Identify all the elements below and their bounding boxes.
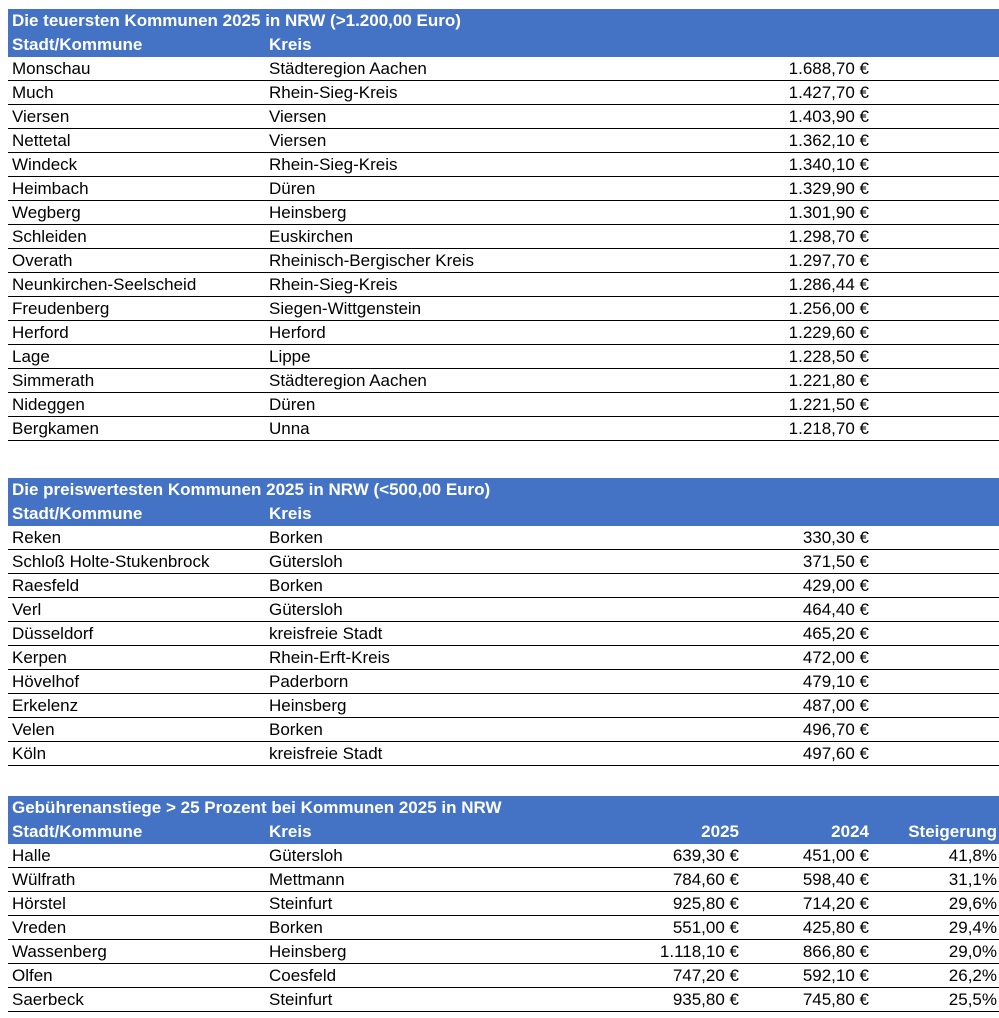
- cell-price: 371,50 €: [802, 552, 869, 571]
- cell-2025: 935,80 €: [672, 990, 739, 1009]
- cell-increase: 26,2%: [948, 966, 997, 985]
- table-row: [8, 646, 999, 670]
- cell-increase: 41,8%: [948, 846, 997, 865]
- table-row: [8, 844, 999, 868]
- cell-price: 1.403,90 €: [788, 107, 869, 126]
- column-header-2024: 2024: [831, 822, 869, 841]
- cell-price: 1.218,70 €: [788, 419, 869, 438]
- cell-city: Nideggen: [12, 395, 85, 414]
- table-row: [8, 153, 999, 177]
- cell-kreis: Viersen: [269, 131, 327, 150]
- table-row: [8, 550, 999, 574]
- table-title: Gebührenanstiege > 25 Prozent bei Kommunen 2025 in NRW: [8, 796, 999, 820]
- cell-price: 465,20 €: [802, 624, 869, 643]
- cell-city: Wülfrath: [12, 870, 76, 889]
- cell-kreis: Viersen: [269, 107, 327, 126]
- cell-city: Bergkamen: [12, 419, 99, 438]
- cell-kreis: Gütersloh: [269, 846, 343, 865]
- table-fee-increases: [8, 796, 999, 1012]
- cell-kreis: Borken: [269, 528, 323, 547]
- column-header-kreis: Kreis: [269, 35, 312, 54]
- column-header-city: Stadt/Kommune: [12, 35, 143, 54]
- cell-kreis: kreisfreie Stadt: [269, 744, 383, 763]
- cell-price: 330,30 €: [802, 528, 869, 547]
- cell-city: Lage: [12, 347, 50, 366]
- table-row: [8, 345, 999, 369]
- cell-city: Vreden: [12, 918, 67, 937]
- cell-2024: 745,80 €: [802, 990, 869, 1009]
- table-row: [8, 598, 999, 622]
- cell-price: 1.329,90 €: [788, 179, 869, 198]
- cell-city: Monschau: [12, 59, 91, 78]
- table-row: [8, 742, 999, 766]
- column-header-city: Stadt/Kommune: [12, 822, 143, 841]
- table-header: [8, 502, 999, 526]
- cell-2024: 451,00 €: [802, 846, 869, 865]
- cell-kreis: Herford: [269, 323, 326, 342]
- cell-city: Olfen: [12, 966, 53, 985]
- cell-city: Heimbach: [12, 179, 89, 198]
- cell-price: 464,40 €: [802, 600, 869, 619]
- cell-kreis: Borken: [269, 576, 323, 595]
- cell-2024: 714,20 €: [802, 894, 869, 913]
- table-row: [8, 105, 999, 129]
- cell-city: Viersen: [12, 107, 70, 126]
- cell-kreis: Rhein-Sieg-Kreis: [269, 275, 398, 294]
- cell-kreis: Düren: [269, 179, 316, 198]
- cell-kreis: Gütersloh: [269, 600, 343, 619]
- column-header-kreis: Kreis: [269, 504, 312, 523]
- cell-2024: 598,40 €: [802, 870, 869, 889]
- table-row: [8, 417, 999, 441]
- table-cheapest: [8, 478, 999, 766]
- cell-price: 1.221,50 €: [788, 395, 869, 414]
- column-header-city: Stadt/Kommune: [12, 504, 143, 523]
- cell-kreis: Rhein-Erft-Kreis: [269, 648, 390, 667]
- cell-city: Windeck: [12, 155, 78, 174]
- cell-increase: 25,5%: [948, 990, 997, 1009]
- cell-kreis: Städteregion Aachen: [269, 59, 427, 78]
- cell-kreis: Siegen-Wittgenstein: [269, 299, 422, 318]
- cell-price: 472,00 €: [802, 648, 869, 667]
- cell-price: 1.256,00 €: [788, 299, 869, 318]
- cell-city: Nettetal: [12, 131, 71, 150]
- table-row: [8, 916, 999, 940]
- cell-price: 496,70 €: [802, 720, 869, 739]
- table-body: [8, 57, 999, 441]
- cell-kreis: kreisfreie Stadt: [269, 624, 383, 643]
- cell-city: Reken: [12, 528, 62, 547]
- table-row: [8, 225, 999, 249]
- cell-2025: 784,60 €: [672, 870, 739, 889]
- cell-price: 1.688,70 €: [788, 59, 869, 78]
- cell-kreis: Euskirchen: [269, 227, 354, 246]
- cell-city: Erkelenz: [12, 696, 79, 715]
- cell-price: 1.362,10 €: [788, 131, 869, 150]
- cell-city: Freudenberg: [12, 299, 110, 318]
- cell-city: Velen: [12, 720, 55, 739]
- cell-kreis: Paderborn: [269, 672, 349, 691]
- cell-2025: 1.118,10 €: [659, 942, 739, 961]
- cell-increase: 29,0%: [948, 942, 997, 961]
- cell-price: 479,10 €: [802, 672, 869, 691]
- cell-price: 1.427,70 €: [788, 83, 869, 102]
- cell-kreis: Heinsberg: [269, 203, 347, 222]
- cell-city: Hövelhof: [12, 672, 80, 691]
- table-row: [8, 297, 999, 321]
- table-title: Die preiswertesten Kommunen 2025 in NRW (<500,00 Euro): [8, 478, 999, 502]
- cell-kreis: Rhein-Sieg-Kreis: [269, 155, 398, 174]
- cell-2025: 551,00 €: [672, 918, 739, 937]
- cell-kreis: Heinsberg: [269, 696, 347, 715]
- cell-city: Schloß Holte-Stukenbrock: [12, 552, 210, 571]
- table-row: [8, 670, 999, 694]
- cell-city: Halle: [12, 846, 51, 865]
- table-row: [8, 868, 999, 892]
- cell-kreis: Borken: [269, 918, 323, 937]
- table-row: [8, 694, 999, 718]
- cell-city: Raesfeld: [12, 576, 80, 595]
- table-row: [8, 988, 999, 1012]
- table-row: [8, 940, 999, 964]
- table-header: [8, 820, 999, 844]
- table-row: [8, 574, 999, 598]
- cell-kreis: Steinfurt: [269, 990, 333, 1009]
- cell-kreis: Coesfeld: [269, 966, 337, 985]
- cell-city: Schleiden: [12, 227, 87, 246]
- cell-increase: 29,4%: [948, 918, 997, 937]
- cell-price: 1.228,50 €: [788, 347, 869, 366]
- table-row: [8, 57, 999, 81]
- cell-city: Simmerath: [12, 371, 95, 390]
- cell-kreis: Lippe: [269, 347, 311, 366]
- cell-increase: 29,6%: [948, 894, 997, 913]
- cell-city: Saerbeck: [12, 990, 84, 1009]
- table-row: [8, 369, 999, 393]
- cell-price: 497,60 €: [802, 744, 869, 763]
- cell-city: Wassenberg: [12, 942, 107, 961]
- cell-price: 1.229,60 €: [788, 323, 869, 342]
- cell-city: Köln: [12, 744, 47, 763]
- cell-kreis: Unna: [269, 419, 310, 438]
- cell-kreis: Rheinisch-Bergischer Kreis: [269, 251, 475, 270]
- cell-city: Herford: [12, 323, 69, 342]
- table-row: [8, 526, 999, 550]
- cell-kreis: Borken: [269, 720, 323, 739]
- table-row: [8, 892, 999, 916]
- table-row: [8, 718, 999, 742]
- cell-kreis: Mettmann: [269, 870, 345, 889]
- cell-2025: 925,80 €: [672, 894, 739, 913]
- cell-city: Much: [12, 83, 54, 102]
- table-row: [8, 321, 999, 345]
- cell-kreis: Städteregion Aachen: [269, 371, 427, 390]
- cell-2024: 866,80 €: [802, 942, 869, 961]
- cell-kreis: Rhein-Sieg-Kreis: [269, 83, 398, 102]
- table-row: [8, 201, 999, 225]
- cell-increase: 31,1%: [948, 870, 997, 889]
- cell-city: Kerpen: [12, 648, 67, 667]
- table-body: [8, 526, 999, 766]
- table-row: [8, 622, 999, 646]
- cell-kreis: Gütersloh: [269, 552, 343, 571]
- table-row: [8, 273, 999, 297]
- table-row: [8, 81, 999, 105]
- table-row: [8, 129, 999, 153]
- table-title: Die teuersten Kommunen 2025 in NRW (>1.200,00 Euro): [8, 9, 999, 33]
- cell-kreis: Steinfurt: [269, 894, 333, 913]
- cell-2025: 747,20 €: [672, 966, 739, 985]
- table-header: [8, 33, 999, 57]
- table-row: [8, 177, 999, 201]
- cell-price: 1.297,70 €: [788, 251, 869, 270]
- table-row: [8, 393, 999, 417]
- cell-city: Overath: [12, 251, 73, 270]
- cell-city: Neunkirchen-Seelscheid: [12, 275, 197, 294]
- column-header-2025: 2025: [701, 822, 739, 841]
- cell-price: 1.221,80 €: [788, 371, 869, 390]
- cell-2025: 639,30 €: [672, 846, 739, 865]
- cell-price: 1.286,44 €: [788, 275, 869, 294]
- cell-price: 429,00 €: [802, 576, 869, 595]
- cell-2024: 425,80 €: [802, 918, 869, 937]
- cell-2024: 592,10 €: [802, 966, 869, 985]
- table-row: [8, 964, 999, 988]
- table-row: [8, 249, 999, 273]
- column-header-kreis: Kreis: [269, 822, 312, 841]
- table-body: [8, 844, 999, 1012]
- cell-city: Düsseldorf: [12, 624, 94, 643]
- cell-price: 1.340,10 €: [788, 155, 869, 174]
- cell-city: Verl: [12, 600, 42, 619]
- cell-price: 1.298,70 €: [788, 227, 869, 246]
- cell-city: Wegberg: [12, 203, 81, 222]
- table-most-expensive: [8, 9, 999, 441]
- cell-kreis: Düren: [269, 395, 316, 414]
- cell-kreis: Heinsberg: [269, 942, 347, 961]
- column-header-increase: Steigerung: [908, 822, 997, 841]
- cell-city: Hörstel: [12, 894, 66, 913]
- cell-price: 487,00 €: [802, 696, 869, 715]
- cell-price: 1.301,90 €: [788, 203, 869, 222]
